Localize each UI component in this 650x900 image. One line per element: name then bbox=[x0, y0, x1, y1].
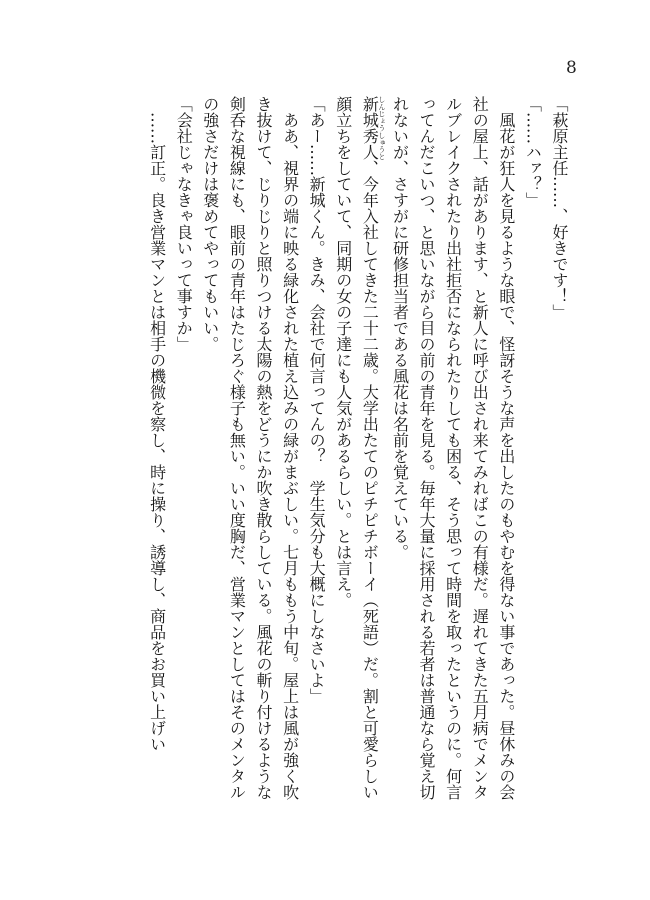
paragraph-dialogue: 「あー……新城くん。きみ、会社で何言ってんの？ 学生気分も大概にしなさいよ」 bbox=[307, 96, 327, 704]
paragraph-dialogue: 「萩原主任……、好きです！」 bbox=[550, 96, 569, 320]
paragraph-narration: ……訂正。良き営業マンとは相手の機微を察し、時に操り、誘導し、商品をお買い上げい bbox=[147, 112, 167, 752]
paragraph-narration: 新城秀人しんじょうしゅうと、今年入社してきた二十二歳。大学出たてのピチピチボーイ（死語）だ。割と可愛らしい顔立ちをしていて、同期の女の子達にも人気があるらしい。とは言え。 bbox=[333, 96, 386, 800]
page-number: 8 bbox=[566, 58, 577, 78]
paragraph-dialogue: 「……ハァ？」 bbox=[523, 96, 543, 208]
paragraph-dialogue: 「会社じゃなきゃ良いって事すか」 bbox=[174, 96, 194, 352]
ruby-reading: しんじょうしゅうと bbox=[377, 96, 386, 160]
paragraph-narration: ああ、視界の端に映る緑化された植え込みの緑がまぶしい。七月ももう中旬。屋上は風が強く吹き抜けて、じりじりと照りつける太陽の熱をどうにか吹き散らしている。風花の斬り付けるような剣呑な視線にも、眼前の青年はたじろぐ様子も無い。いい度胸だ、営業マンとしてはそのメンタルの強さだけは褒めてやってもいい。 bbox=[200, 96, 300, 800]
name-with-reading: 新城秀人しんじょうしゅうと bbox=[360, 96, 386, 160]
vertical-text-body bbox=[143, 96, 572, 808]
paragraph-narration: 風花が狂人を見るような眼で、怪訝そうな声を出したのもやむを得ない事であった。昼休みの会社の屋上、話があります、と新人に呼び出され来てみればこの有様だ。遅れてきた五月病でメンタルブレイクされたり出社拒否になられたりしても困る、そう思って時間を取ったというのに。何言ってんだこいつ、と思いながら目の前の青年を見る。毎年大量に採用される若者は普通なら覚え切れないが、さすがに研修担当者である風花は名前を覚えている。 bbox=[390, 96, 516, 800]
